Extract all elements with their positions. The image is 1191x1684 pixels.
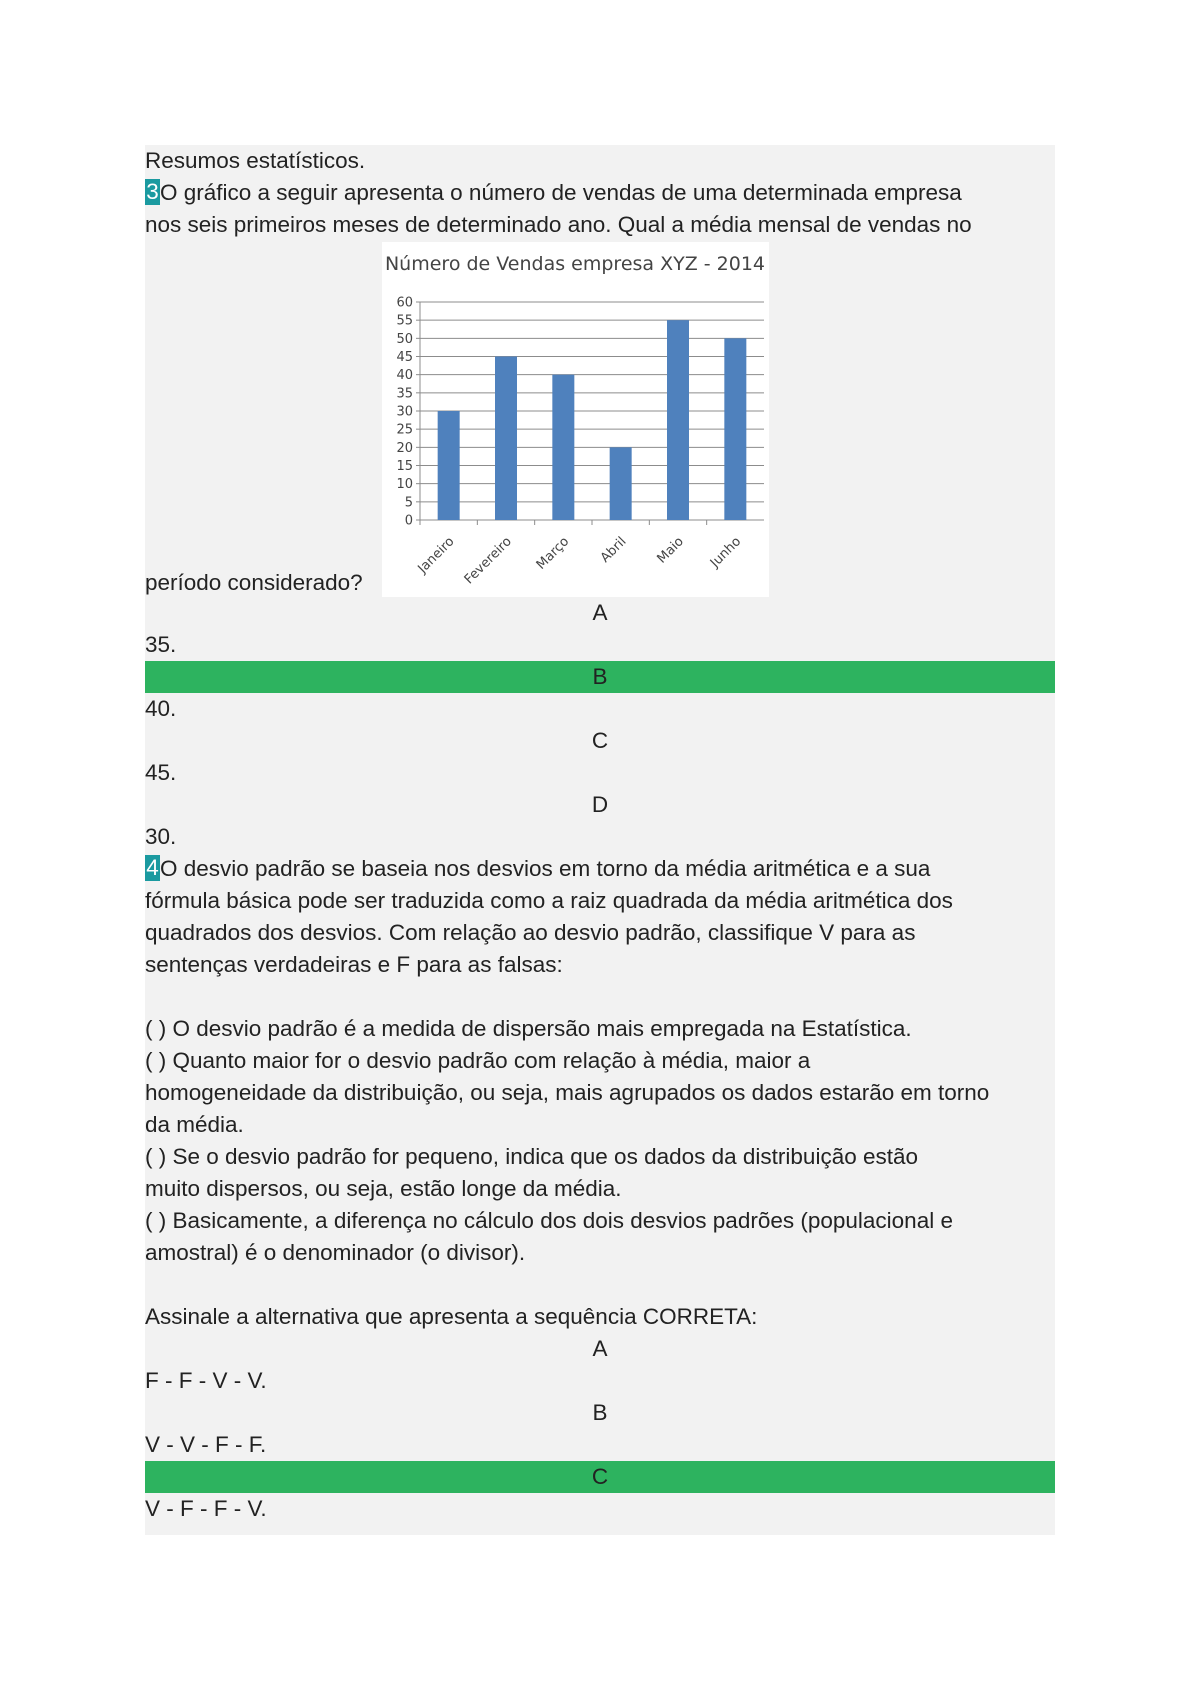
q4-text-line: 4O desvio padrão se baseia nos desvios em torno da média aritmética e a sua: [146, 855, 931, 881]
y-tick-label: 55: [396, 313, 413, 329]
q3-text-line: 3O gráfico a seguir apresenta o número de vendas de uma determinada empresa: [146, 179, 962, 205]
y-tick-label: 35: [396, 386, 413, 402]
q4-prompt: Assinale a alternativa que apresenta a sequência CORRETA:: [145, 1304, 758, 1329]
q4-option-c-value[interactable]: V - F - F - V.: [145, 1496, 267, 1521]
y-tick-label: 40: [396, 368, 413, 384]
chart-svg: [382, 242, 769, 597]
y-tick-label: 0: [404, 513, 413, 529]
x-tick-label: Junho: [707, 534, 745, 571]
q3-text-line: nos seis primeiros meses de determinado ano. Qual a média mensal de vendas no: [145, 212, 972, 237]
q4-statement-line: da média.: [145, 1112, 244, 1137]
document-content: [145, 145, 1055, 1535]
q3-option-a-value[interactable]: 35.: [145, 632, 177, 657]
bar-janeiro: [438, 411, 460, 520]
q3-option-b-letter[interactable]: B: [592, 664, 608, 689]
bar-maio: [667, 320, 689, 520]
q4-number-badge: 4: [146, 855, 159, 880]
y-tick-label: 60: [396, 295, 413, 311]
q4-option-b-letter[interactable]: B: [592, 1400, 608, 1425]
x-tick-label: Maio: [654, 534, 687, 567]
y-tick-label: 50: [396, 331, 413, 347]
y-tick-label: 25: [396, 422, 413, 438]
q4-statement-line: amostral) é o denominador (o divisor).: [145, 1240, 526, 1265]
q4-statement-line: ( ) Quanto maior for o desvio padrão com relação à média, maior a: [145, 1048, 811, 1073]
q4-text-line: sentenças verdadeiras e F para as falsas:: [145, 952, 563, 977]
sales-bar-chart: [382, 242, 769, 597]
q4-text-line: quadrados dos desvios. Com relação ao desvio padrão, classifique V para as: [145, 920, 916, 945]
section-heading: Resumos estatísticos.: [145, 148, 366, 173]
q3-text-end: período considerado?: [145, 570, 363, 595]
q3-number-badge: 3: [146, 179, 159, 204]
y-tick-label: 45: [396, 350, 413, 365]
bar-março: [552, 375, 574, 520]
q4-text-line: fórmula básica pode ser traduzida como a raiz quadrada da média aritmética dos: [145, 888, 953, 913]
q4-statement-line: homogeneidade da distribuição, ou seja, mais agrupados os dados estarão em torno: [145, 1080, 990, 1105]
q3-option-d-value[interactable]: 30.: [145, 824, 177, 849]
q4-option-a-letter[interactable]: A: [592, 1336, 608, 1361]
q4-option-c-letter[interactable]: C: [591, 1464, 609, 1489]
q3-option-d-letter[interactable]: D: [591, 792, 609, 817]
q4-option-b-value[interactable]: V - V - F - F.: [145, 1432, 267, 1457]
q4-statement-line: ( ) O desvio padrão é a medida de dispersão mais empregada na Estatística.: [145, 1016, 912, 1041]
q3-option-c-letter[interactable]: C: [591, 728, 609, 753]
q4-option-a-value[interactable]: F - F - V - V.: [145, 1368, 267, 1393]
q4-statement-line: muito dispersos, ou seja, estão longe da média.: [145, 1176, 622, 1201]
x-tick-label: Janeiro: [415, 534, 458, 577]
bar-fevereiro: [495, 357, 517, 521]
bar-abril: [610, 447, 632, 520]
y-tick-label: 5: [404, 495, 413, 511]
y-tick-label: 20: [396, 440, 413, 456]
bar-junho: [724, 338, 746, 520]
q3-option-a-letter[interactable]: A: [592, 600, 608, 625]
x-tick-label: Abril: [597, 534, 630, 566]
y-tick-label: 30: [396, 404, 413, 420]
q4-statement-line: ( ) Basicamente, a diferença no cálculo dos dois desvios padrões (populacional e: [145, 1208, 953, 1233]
x-tick-label: Fevereiro: [461, 534, 515, 588]
q3-option-b-value[interactable]: 40.: [145, 696, 177, 721]
y-tick-label: 10: [396, 477, 413, 493]
q4-statement-line: ( ) Se o desvio padrão for pequeno, indica que os dados da distribuição estão: [145, 1144, 919, 1169]
x-tick-label: Março: [533, 534, 573, 573]
y-tick-label: 15: [396, 459, 413, 474]
q3-option-c-value[interactable]: 45.: [145, 760, 177, 785]
chart-title: Número de Vendas empresa XYZ - 2014: [384, 253, 766, 275]
